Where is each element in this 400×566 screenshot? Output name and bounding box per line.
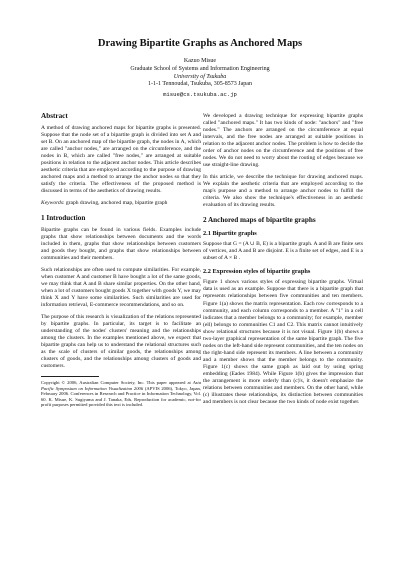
right-paragraph-2: In this article, we describe the technique for drawing anchored maps. We explain the aesthetic criteria that are employed according to the map's purpose and a method to arrange anchor nodes to fulfill the criteria. We also show the technique's effectiveness in an aesthetic evaluation of its drawing results.: [203, 173, 363, 209]
left-column: [41, 113, 201, 408]
section-2-2-text: Figure 1 shows various styles of expressing bipartite graphs. Virtual data is used as an example. Suppose that there is a bipartite graph that represents relationships between five communities and ten members. Figure 1(a) shows the matrix representation. Each row corresponds to a community, and each column corresponds to a member. A "1" in a cell indicates that a member belongs to a community; for example, member (ell) belongs to communities C1 and C2. This matrix cannot intuitively show relational structures because it is not visual. Figure 1(b) shows a two-layer graphical representation of the same bipartite graph. The five nodes on the left-hand side represent communities, and the ten nodes on the right-hand side represent its members. A line between a community and a member shows that the member belongs to the community. Figure 1(c) shows the same graph as laid out by using spring embedding (Eades 1984). While Figure 1(b) gives the impression that the arrangement is more orderly than (c)'s, it doesn't emphasize the relations between communities and members. On the other hand, while (c) illustrates these relationships, its distinction between communities and members is not clear because the two kinds of node exist together.: [203, 279, 363, 406]
footnote-divider: [41, 376, 99, 377]
intro-paragraph-2: Such relationships are often used to compute similarities. For example, when customer A and customer B have bought a lot of the same goods, we may think that A and B share similar properties. On the other hand, when a lot of customers bought goods X together with goods Y, we may think X and Y have some similarities. Such similarities are used for information retrieval, E-commerce recommendations, and so on.: [41, 266, 201, 309]
right-column: [203, 113, 363, 411]
section-2-heading: 2 Anchored maps of bipartite graphs: [203, 216, 316, 225]
affiliation-line-1: Graduate School of Systems and Information Engineering: [130, 65, 270, 72]
footnote-line-1: Copyright © 2006, Australian Computer Society, Inc. This paper appeared at: [41, 380, 191, 385]
abstract-heading: Abstract: [41, 112, 68, 120]
intro-paragraph-1: Bipartite graphs can be found in various fields. Examples include graphs that show relationships between documents and the words included in them, graphs that show relationships between customers and goods they bought, and graphs that show relationships between communities and their members.: [41, 227, 201, 262]
address-line: 1-1-1 Tennoudai, Tsukuba, 305-8573 Japan: [148, 81, 252, 88]
section-1-heading: 1 Introduction: [41, 214, 86, 223]
intro-paragraph-3: The purpose of this research is visualization of the relations represented by bipartite graphs. In particular, its target is to facilitate an understanding of the nodes' clusters' meaning and the relationships among the clusters. In the examples mentioned above, we expect that bipartite graphs can help us to understand the relational structures such as the scale of clusters of similar goods, the relationships among clusters of goods, and the relationships among clusters of goods and customers.: [41, 313, 201, 369]
keywords-line: [41, 200, 201, 207]
abstract-text: A method of drawing anchored maps for bipartite graphs is presented. Suppose that the node set of a bipartite graph is divided into set A and set B. On an anchored map of the bipartite graph, the nodes in A, which are called "anchor nodes," are arranged on the circumference, and the nodes in B, which are called "free nodes," are arranged at suitable positions in relation to the adjacent anchor nodes. This article describes aesthetic criteria that are employed according to the purpose of drawing anchored maps and a method to arrange the anchor nodes so that they satisfy the criteria. The effectiveness of the proposed method is discussed in terms of the aesthetics of drawing results.: [41, 125, 201, 195]
section-2-1-heading: 2.1 Bipartite graphs: [203, 230, 257, 238]
affiliation-line-2: University of Tsukuba: [173, 73, 227, 80]
section-2-2-heading: 2.2 Expression styles of bipartite graphs: [203, 268, 311, 276]
copyright-footnote: [41, 380, 201, 408]
keywords-label: Keywords: [41, 200, 63, 207]
right-paragraph-1: We developed a drawing technique for expressing bipartite graphs called "anchored maps." It has two kinds of node: "anchors" and "free nodes." The anchors are arranged on the circumference at equal intervals, and the free nodes are arranged at suitable positions in relation to the adjacent anchor nodes. The problem is how to decide the order of anchor nodes on the circumference and the positions of free nodes. We do not need to worry about the routing of edges because we use straight-line drawing.: [203, 113, 363, 169]
footnote-line-2: (APVIS 2006), Tokyo, Japan, February 2006. Conferences in Research and Practice in Information Technology, Vol. 60. K. Misue, K. Sugiyama and J. Tanaka, Eds. Reproduction for academic, not-for profit purposes permitted provided this text is included.: [41, 385, 201, 408]
paper-title: Drawing Bipartite Graphs as Anchored Maps: [97, 38, 303, 49]
author-email[interactable]: misue@cs.tsukuba.ac.jp: [163, 91, 237, 99]
keywords-text: : graph drawing, anchored map, bipartite graph: [62, 200, 168, 207]
section-2-1-text: Suppose that G = (A ∪ B, E) is a bipartite graph. A and B are finite sets of vertices, and A and B are disjoint. E is a finite set of edges, and E is a subset of A × B .: [203, 241, 363, 262]
footnote-venue: Asia Pacific Symposium on Information Visualization 2006: [41, 380, 201, 391]
author-block: [0, 58, 400, 99]
author-name: Kazuo Misue: [183, 58, 217, 64]
